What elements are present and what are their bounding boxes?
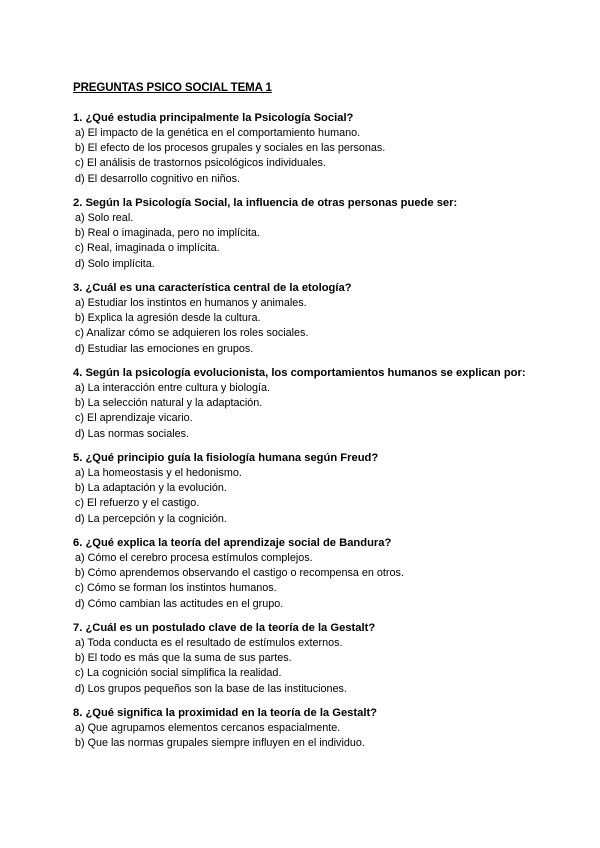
option-c: c) Cómo se forman los instintos humanos. [75,582,277,595]
option-d: d) Cómo cambian las actitudes en el grupo. [75,597,284,610]
question-text: 2. Según la Psicología Social, la influencia de otras personas puede ser: [73,197,458,209]
document-title: PREGUNTAS PSICO SOCIAL TEMA 1 [73,82,272,94]
question-text: 5. ¿Qué principio guía la fisiología humana según Freud? [73,452,379,464]
option-b: b) Cómo aprendemos observando el castigo o recompensa en otros. [75,567,404,580]
option-b: b) La adaptación y la evolución. [75,482,227,495]
option-a: a) Que agrupamos elementos cercanos espacialmente. [75,722,341,734]
option-b: b) La selección natural y la adaptación. [75,397,263,410]
option-a: a) Solo real. [75,212,134,224]
option-a: a) Cómo el cerebro procesa estímulos complejos. [75,552,313,564]
option-c: c) El aprendizaje vicario. [75,412,193,425]
question-4 [73,366,553,442]
option-a: a) Estudiar los instintos en humanos y animales. [75,297,307,309]
option-c: c) Analizar cómo se adquieren los roles sociales. [75,327,309,340]
question-text: 8. ¿Qué significa la proximidad en la teoría de la Gestalt? [73,707,378,719]
question-text: 1. ¿Qué estudia principalmente la Psicología Social? [73,112,354,124]
question-8 [73,706,553,751]
option-d: d) Las normas sociales. [75,427,190,440]
option-a: a) La homeostasis y el hedonismo. [75,467,242,479]
question-7 [73,621,553,697]
question-2 [73,196,553,272]
option-c: c) La cognición social simplifica la realidad. [75,667,282,680]
option-d: d) Los grupos pequeños son la base de las instituciones. [75,682,347,695]
option-d: d) El desarrollo cognitivo en niños. [75,172,241,185]
option-b: b) El efecto de los procesos grupales y sociales en las personas. [75,142,386,155]
option-c: c) Real, imaginada o implícita. [75,242,220,255]
option-d: d) Solo implícita. [75,257,155,270]
option-c: c) El análisis de trastornos psicológicos individuales. [75,157,326,170]
question-5 [73,451,553,527]
question-text: 4. Según la psicología evolucionista, los comportamientos humanos se explican por: [73,367,526,379]
option-b: b) El todo es más que la suma de sus partes. [75,652,292,665]
option-a: a) El impacto de la genética en el comportamiento humano. [75,127,361,139]
question-text: 7. ¿Cuál es un postulado clave de la teoría de la Gestalt? [73,622,376,634]
option-a: a) Toda conducta es el resultado de estímulos externos. [75,637,343,649]
option-c: c) El refuerzo y el castigo. [75,497,200,510]
option-b: b) Real o imaginada, pero no implícita. [75,227,260,240]
question-6 [73,536,553,612]
option-b: b) Que las normas grupales siempre influyen en el individuo. [75,737,365,750]
option-a: a) La interacción entre cultura y biología. [75,382,271,394]
question-text: 3. ¿Cuál es una característica central de la etología? [73,282,352,294]
question-1 [73,111,553,187]
option-d: d) La percepción y la cognición. [75,512,227,525]
question-3 [73,281,553,357]
option-b: b) Explica la agresión desde la cultura. [75,312,261,325]
question-text: 6. ¿Qué explica la teoría del aprendizaje social de Bandura? [73,537,392,549]
option-d: d) Estudiar las emociones en grupos. [75,342,254,355]
